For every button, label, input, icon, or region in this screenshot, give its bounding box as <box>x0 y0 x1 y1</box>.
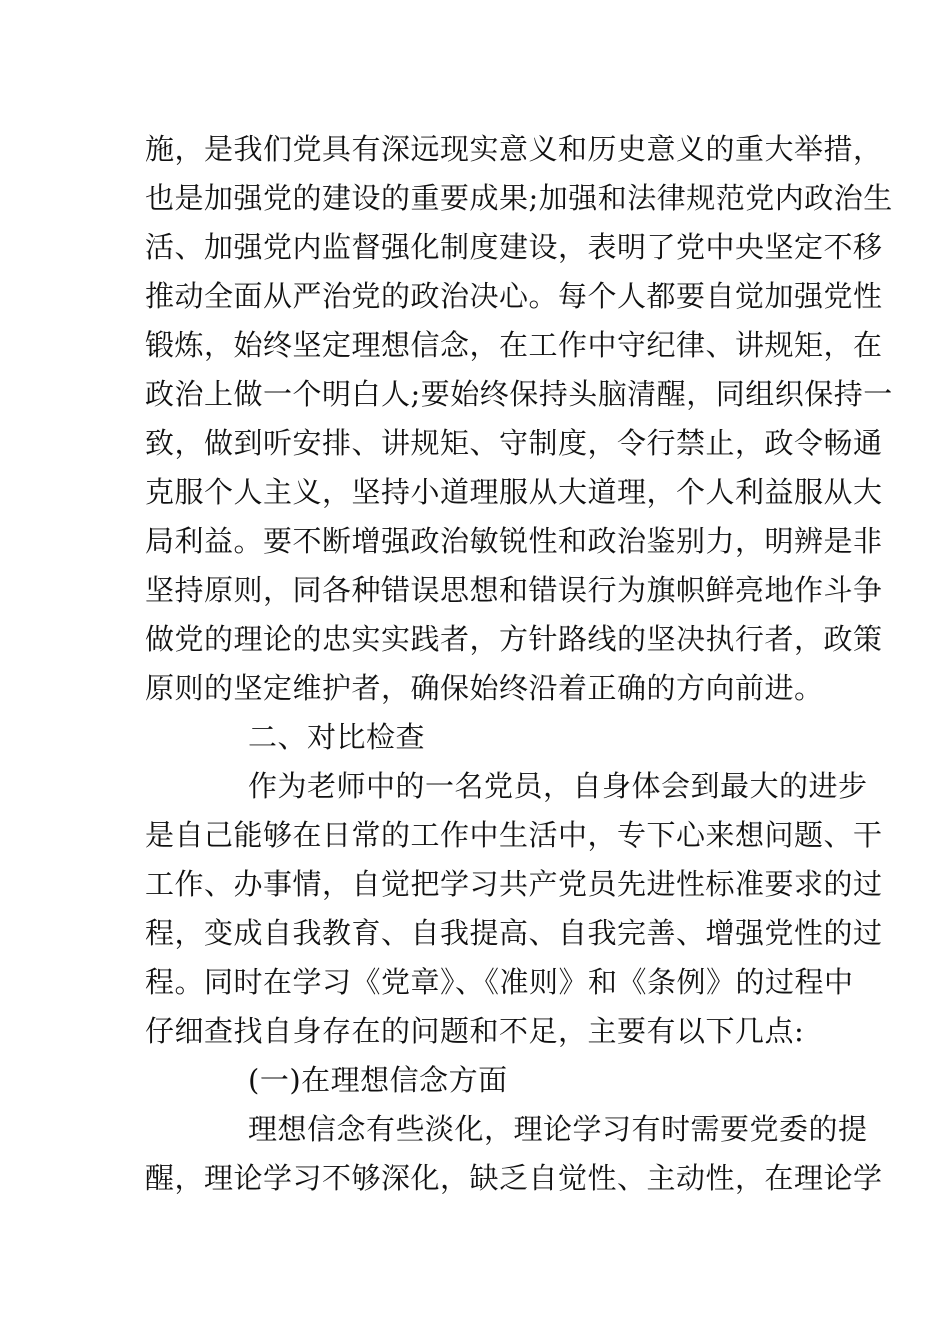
text-line: 施，是我们党具有深远现实意义和历史意义的重大举措， <box>145 132 883 166</box>
text-line: 锻炼，始终坚定理想信念，在工作中守纪律、讲规矩，在 <box>145 328 883 362</box>
text-line: 程。同时在学习《党章》、《准则》和《条例》的过程中 <box>145 965 854 999</box>
text-line: 醒，理论学习不够深化，缺乏自觉性、主动性，在理论学 <box>145 1161 883 1195</box>
text-line: 局利益。要不断增强政治敏锐性和政治鉴别力，明辨是非 <box>145 524 883 558</box>
section-heading: 二、对比检查 <box>248 720 426 754</box>
text-line: 程，变成自我教育、自我提高、自我完善、增强党性的过 <box>145 916 883 950</box>
paragraph-first-line: 作为老师中的一名党员，自身体会到最大的进步 <box>248 769 868 803</box>
text-line: 坚持原则，同各种错误思想和错误行为旗帜鲜亮地作斗争 <box>145 573 883 607</box>
text-line: 是自己能够在日常的工作中生活中，专下心来想问题、干 <box>145 818 883 852</box>
paragraph-first-line: 理想信念有些淡化，理论学习有时需要党委的提 <box>248 1112 868 1146</box>
text-line: 原则的坚定维护者，确保始终沿着正确的方向前进。 <box>145 671 824 705</box>
text-line: 政治上做一个明白人;要始终保持头脑清醒，同组织保持一 <box>145 377 893 411</box>
text-line: 做党的理论的忠实实践者，方针路线的坚决执行者，政策 <box>145 622 883 656</box>
text-line: 也是加强党的建设的重要成果;加强和法律规范党内政治生 <box>145 181 893 215</box>
text-line: 活、加强党内监督强化制度建设，表明了党中央坚定不移 <box>145 230 883 264</box>
text-line: 工作、办事情，自觉把学习共产党员先进性标准要求的过 <box>145 867 883 901</box>
document-body <box>145 125 893 1203</box>
subsection-heading: (一)在理想信念方面 <box>248 1063 508 1097</box>
text-line: 仔细查找自身存在的问题和不足，主要有以下几点: <box>145 1014 805 1048</box>
text-line: 克服个人主义，坚持小道理服从大道理，个人利益服从大 <box>145 475 883 509</box>
text-line: 推动全面从严治党的政治决心。每个人都要自觉加强党性 <box>145 279 883 313</box>
text-line: 致，做到听安排、讲规矩、守制度，令行禁止，政令畅通 <box>145 426 883 460</box>
